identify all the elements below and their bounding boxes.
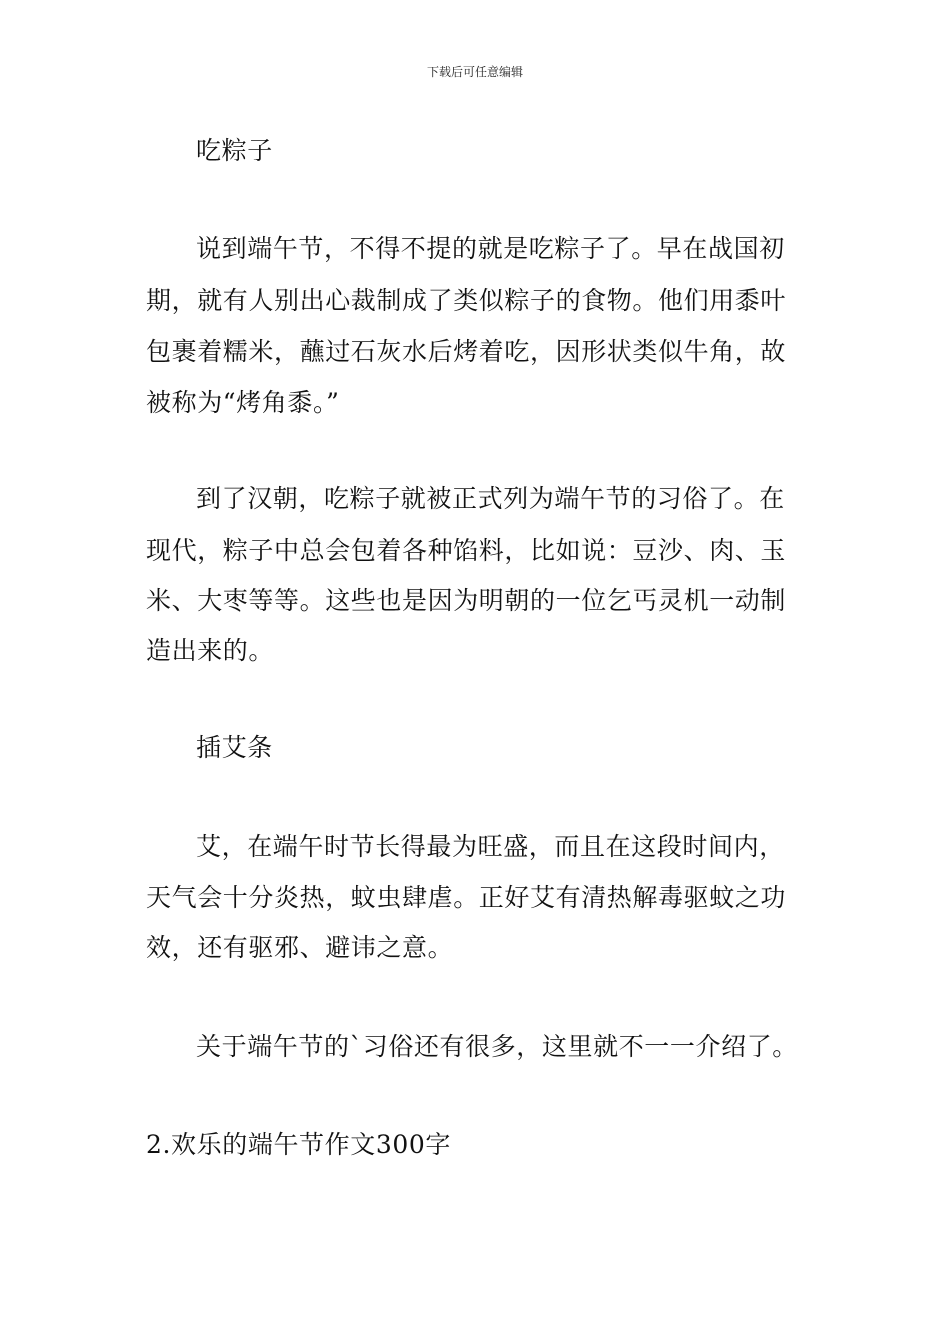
paragraph-2-line-1: 到了汉朝，吃粽子就被正式列为端午节的习俗了。在 [196, 484, 785, 513]
paragraph-3-line-2: 天气会十分炎热，蚊虫肆虐。正好艾有清热解毒驱蚊之功 [146, 883, 787, 912]
paragraph-1-line-2: 期，就有人别出心裁制成了类似粽子的食物。他们用黍叶 [146, 286, 787, 315]
section-heading-aitiao: 插艾条 [196, 733, 273, 762]
paragraph-3-line-1: 艾，在端午时节长得最为旺盛，而且在这段时间内， [196, 832, 785, 861]
paragraph-2-line-4: 造出来的。 [146, 636, 275, 665]
paragraph-3-line-3: 效，还有驱邪、避讳之意。 [146, 933, 454, 962]
page-header: 下载后可任意编辑 [426, 65, 523, 79]
paragraph-1-line-3: 包裹着糯米，蘸过石灰水后烤着吃，因形状类似牛角，故 [146, 337, 787, 366]
paragraph-2-line-2: 现代，粽子中总会包着各种馅料，比如说：豆沙、肉、玉 [146, 536, 787, 565]
section-heading-zongzi: 吃粽子 [196, 136, 273, 165]
paragraph-4: 关于端午节的`习俗还有很多，这里就不一一介绍了。 [196, 1032, 798, 1061]
section-title-essay: 2.欢乐的端午节作文300字 [146, 1130, 451, 1159]
paragraph-2-line-3: 米、大枣等等。这些也是因为明朝的一位乞丐灵机一动制 [146, 586, 787, 615]
paragraph-1-line-4: 被称为“烤角黍。” [146, 388, 340, 417]
paragraph-1-line-1: 说到端午节，不得不提的就是吃粽子了。早在战国初 [196, 234, 785, 263]
